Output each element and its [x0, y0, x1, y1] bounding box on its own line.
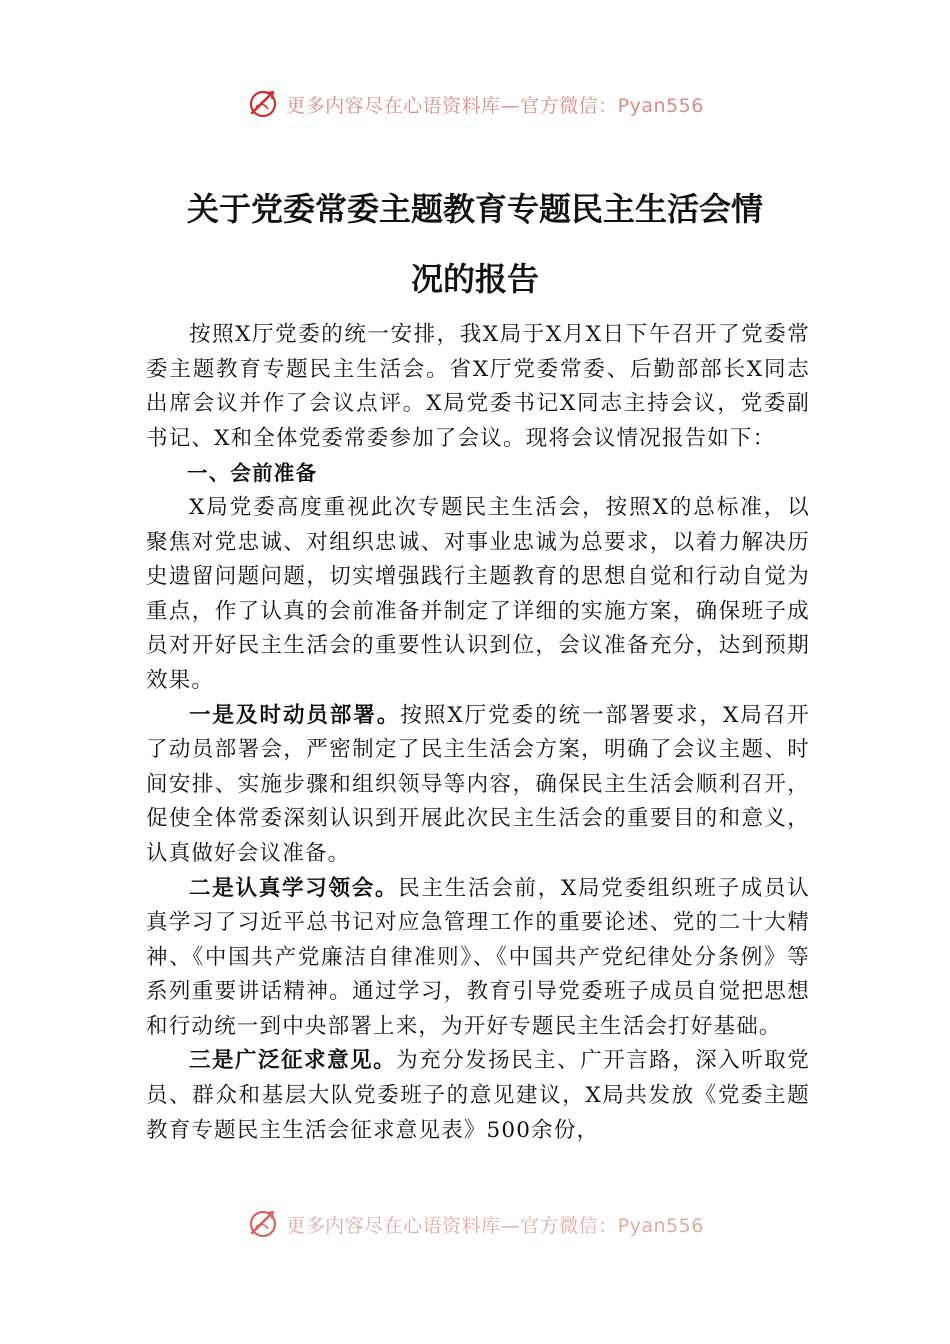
- point-text: 民主生活会前，X局党委组织班子成员认真学习了习近平总书记对应急管理工作的重要论述、党的二十大精神、《中国共产党廉洁自律准则》、《中国共产党纪律处分条例》等系列重要讲话精神。通过学习，教育引导党委班子成员自觉把思想和行动统一到中央部署上来，为开好专题民主生活会打好基础。: [146, 875, 810, 1039]
- point-lead: 二是认真学习领会。: [189, 875, 399, 901]
- intro-paragraph: 按照X厅党委的统一安排，我X局于X月X日下午召开了党委常委主题教育专题民主生活会。省X厅党委常委、后勤部部长X同志出席会议并作了会议点评。X局党委书记X同志主持会议，党委副书记、X和全体党委常委参加了会议。现将会议情况报告如下：: [146, 322, 810, 451]
- point-paragraph-1: [146, 699, 810, 872]
- title-line-2: 况的报告: [410, 260, 539, 298]
- watermark-logo-icon: [246, 87, 280, 121]
- watermark-footer: [0, 1204, 950, 1244]
- watermark-text: 更多内容尽在心语资料库—官方微信：Pyan556: [286, 1214, 704, 1237]
- point-lead: 一是及时动员部署。: [189, 702, 401, 728]
- section-paragraph: X局党委高度重视此次专题民主生活会，按照X的总标准，以聚焦对党忠诚、对组织忠诚、对事业忠诚为总要求，以着力解决历史遗留问题问题，切实增强践行主题教育的思想自觉和行动自觉为重点，作了认真的会前准备并制定了详细的实施方案，确保班子成员对开好民主生活会的重要性认识到位，会议准备充分，达到预期效果。: [146, 494, 810, 693]
- point-paragraph-2: [146, 872, 810, 1045]
- point-text: 为充分发扬民主、广开言路，深入听取党员、群众和基层大队党委班子的意见建议，X局共发放《党委主题教育专题民主生活会征求意见表》500余份，: [146, 1048, 810, 1143]
- point-lead: 三是广泛征求意见。: [189, 1048, 397, 1074]
- section-heading: 一、会前准备: [187, 461, 318, 486]
- document-title: [120, 174, 830, 314]
- point-text: 按照X厅党委的统一部署要求，X局召开了动员部署会，严密制定了民主生活会方案，明确了会议主题、时间安排、实施步骤和组织领导等内容，确保民主生活会顺利召开，促使全体常委深刻认识到开展此次民主生活会的重要目的和意义，认真做好会议准备。: [146, 702, 810, 866]
- watermark-text: 更多内容尽在心语资料库—官方微信：Pyan556: [286, 94, 704, 117]
- watermark-logo-icon: [246, 1207, 280, 1241]
- document-body: [146, 318, 810, 1148]
- point-paragraph-3: [146, 1044, 810, 1148]
- watermark-header: [0, 84, 950, 124]
- title-line-1: 关于党委常委主题教育专题民主生活会情: [186, 190, 763, 228]
